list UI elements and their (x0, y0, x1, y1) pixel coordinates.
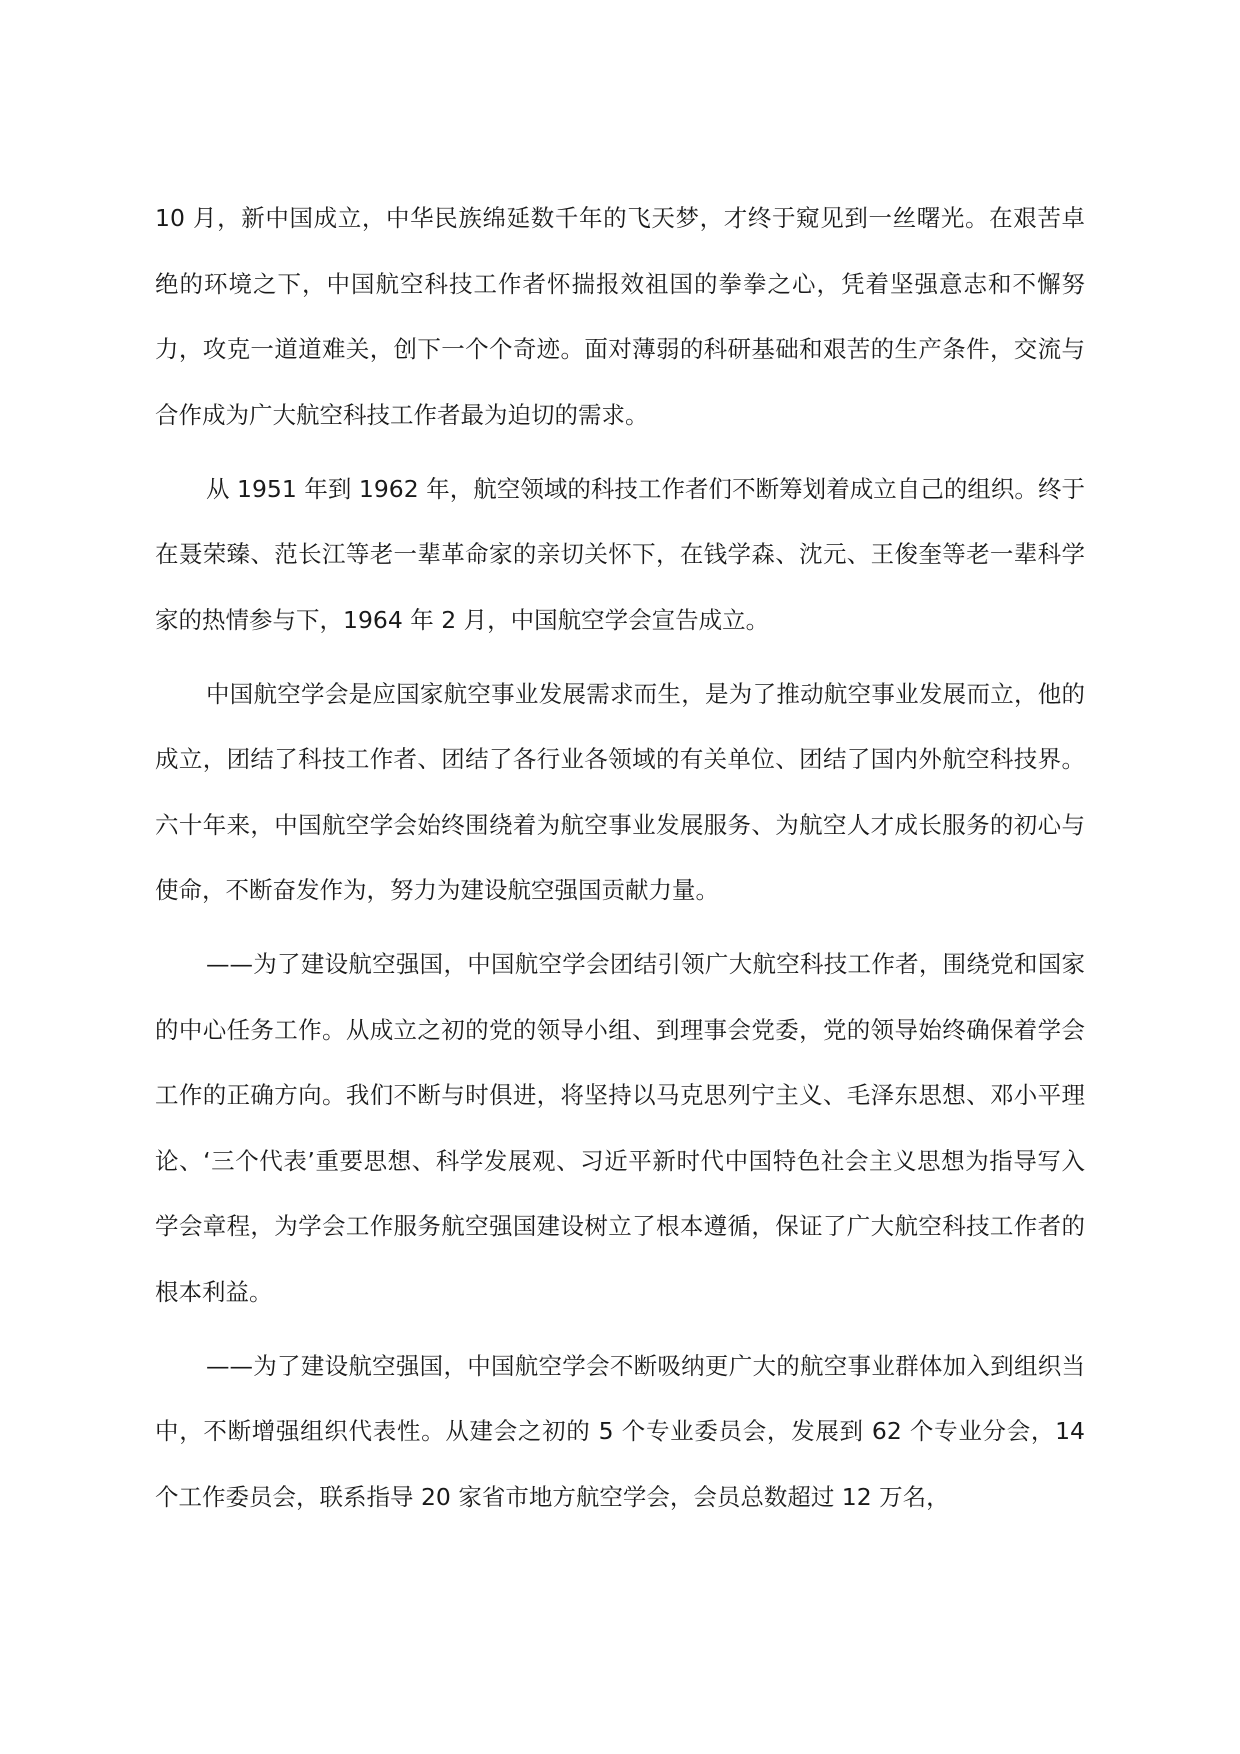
text-line: 特色社会主义思想为指导写入学会章程，为学会工作服务航空强国建设树立了根本 (155, 1146, 1085, 1240)
text-line: 和不懈努力，攻克一道道难关，创下一个个奇迹。面对薄弱的科研基础和艰苦的生 (155, 269, 1085, 363)
text-line: ——为了建设航空强国，中国航空学会团结引领广大航空科技工作者，围绕党 (206, 950, 1014, 978)
text-line: 老一辈科学家的热情参与下，1964 年 2 月，中国航空学会宣告成立。 (155, 540, 1085, 634)
text-line: 他的成立，团结了科技工作者、团结了各行业各领域的有关单位、团结了国内外航 (155, 679, 1086, 773)
text-line: 苦卓绝的环境之下，中国航空科技工作者怀揣报效祖国的拳拳之心，凭着坚强意志 (155, 204, 1085, 298)
paragraph-1 (155, 186, 1085, 448)
paragraph-2 (155, 457, 1085, 654)
text-line: 空科技界。六十年来，中国航空学会始终围绕着为航空事业发展服务、为航空人才 (155, 745, 1085, 839)
paragraph-4 (155, 932, 1085, 1325)
text-line: ——为了建设航空强国，中国航空学会不断吸纳更广大的航空事业群体加入到 (206, 1351, 1014, 1380)
text-line: 终于在聂荣臻、范长江等老一辈革命家的亲切关怀下，在钱学森、沈元、王俊奎等 (155, 474, 1085, 568)
text-line: 从 1951 年到 1962 年，航空领域的科技工作者们不断筹划着成立自己的组织。 (206, 474, 1038, 503)
text-line: 组织当中，不断增强组织代表性。从建会之初的 5 个专业委员会，发展到 62 个专业 (155, 1351, 1086, 1445)
text-line: 中国航空学会是应国家航空事业发展需求而生，是为了推动航空事业发展而立， (206, 679, 1038, 708)
paragraph-3 (155, 662, 1085, 924)
text-line: 分会，14 个工作委员会，联系指导 20 家省市地方航空学会，会员总数超过 12 万名， (155, 1417, 1085, 1511)
text-line: 泽东思想、邓小平理论、‘三个代表’重要思想、科学发展观、习近平新时代中国 (155, 1081, 1086, 1175)
text-line: 和国家的中心任务工作。从成立之初的党的领导小组、到理事会党委，党的领导始 (155, 950, 1086, 1044)
text-line: 10 月，新中国成立，中华民族绵延数千年的飞天梦，才终于窥见到一丝曙光。在艰 (155, 204, 1038, 232)
document-body (155, 186, 1085, 1539)
text-line: 终确保着学会工作的正确方向。我们不断与时俱进，将坚持以马克思列宁主义、毛 (155, 1015, 1086, 1109)
text-line: 遵循，保证了广大航空科技工作者的根本利益。 (155, 1212, 1086, 1306)
paragraph-5 (155, 1334, 1085, 1531)
text-line: 成长服务的初心与使命，不断奋发作为，努力为建设航空强国贡献力量。 (155, 810, 1086, 904)
text-line: 产条件，交流与合作成为广大航空科技工作者最为迫切的需求。 (155, 335, 1086, 429)
